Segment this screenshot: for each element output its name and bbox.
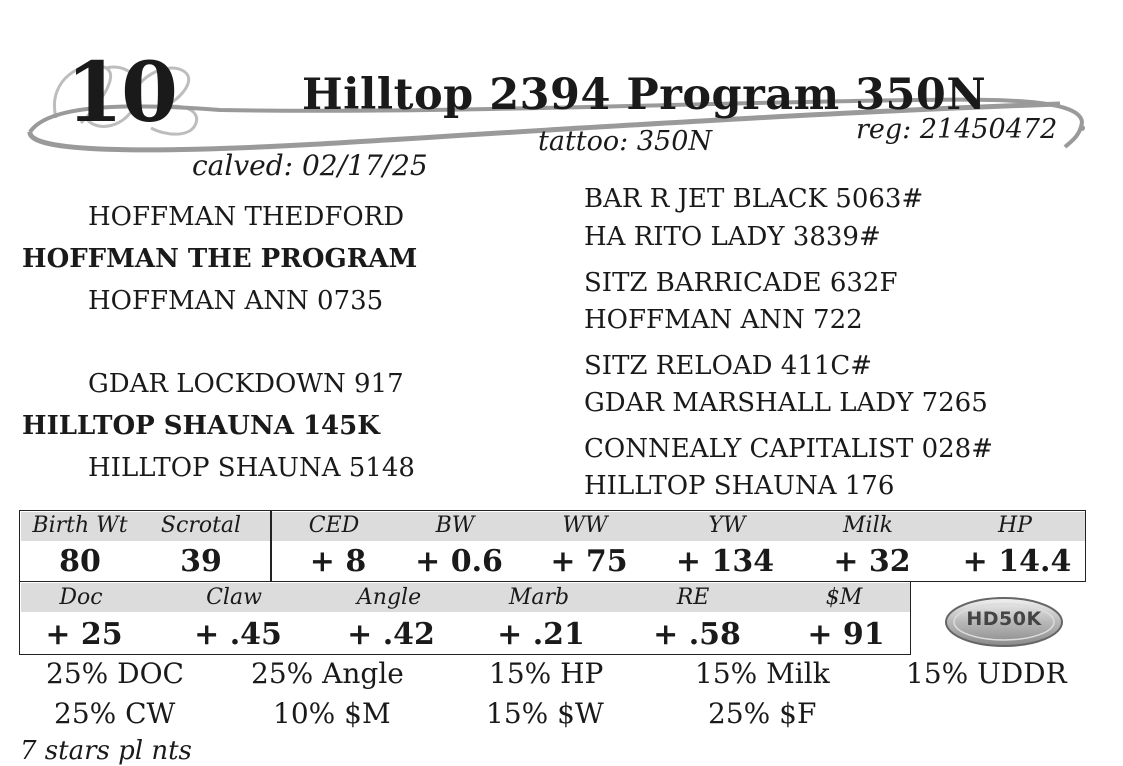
index-item: 25% Angle bbox=[251, 657, 404, 690]
epd-label: Milk bbox=[843, 513, 893, 538]
epd-value: + 25 bbox=[45, 617, 123, 652]
dam-dam: HILLTOP SHAUNA 5148 bbox=[88, 453, 415, 483]
index-item: 25% DOC bbox=[46, 657, 184, 690]
actual-value: 39 bbox=[180, 544, 222, 579]
epd-label: Claw bbox=[206, 585, 262, 610]
animal-name: Hilltop 2394 Program 350N bbox=[302, 70, 987, 120]
dam-sire: GDAR LOCKDOWN 917 bbox=[88, 369, 404, 399]
registration-number: reg: 21450472 bbox=[856, 114, 1058, 145]
actual-label: Birth Wt bbox=[32, 513, 128, 538]
epd-label: Angle bbox=[356, 585, 422, 610]
index-item: 10% $M bbox=[273, 697, 391, 730]
pedigree-right-line: HOFFMAN ANN 722 bbox=[584, 305, 863, 335]
pedigree-right-line: HILLTOP SHAUNA 176 bbox=[584, 471, 895, 501]
index-item: 15% $W bbox=[486, 697, 604, 730]
epd-value: + .45 bbox=[194, 617, 282, 652]
epd-value: + 91 bbox=[807, 617, 885, 652]
epd-value: + 14.4 bbox=[962, 544, 1072, 579]
pedigree-right-line: SITZ RELOAD 411C# bbox=[584, 351, 873, 381]
footer-cut-text: 7 stars pl nts bbox=[20, 736, 192, 766]
tattoo: tattoo: 350N bbox=[538, 126, 712, 157]
index-item: 15% HP bbox=[489, 657, 604, 690]
epd-value: + 75 bbox=[550, 544, 628, 579]
epd-label: Marb bbox=[508, 585, 570, 610]
epd-value: + 0.6 bbox=[415, 544, 503, 579]
actual-value: 80 bbox=[59, 544, 101, 579]
dam: HILLTOP SHAUNA 145K bbox=[22, 411, 380, 441]
epd-value: + .58 bbox=[653, 617, 741, 652]
epd-value: + 32 bbox=[833, 544, 911, 579]
pedigree-right-line: GDAR MARSHALL LADY 7265 bbox=[584, 388, 988, 418]
lot-number: 10 bbox=[66, 45, 177, 141]
badge-text: HD50K bbox=[966, 608, 1042, 630]
pedigree-right-line: BAR R JET BLACK 5063# bbox=[584, 184, 924, 214]
sire-dam: HOFFMAN ANN 0735 bbox=[88, 286, 384, 316]
epd-label: Doc bbox=[59, 585, 103, 610]
pedigree-right-line: HA RITO LADY 3839# bbox=[584, 222, 881, 252]
pedigree-right-line: SITZ BARRICADE 632F bbox=[584, 268, 898, 298]
pedigree-right-line: CONNEALY CAPITALIST 028# bbox=[584, 434, 993, 464]
epd-label: HP bbox=[998, 513, 1032, 538]
epd-value: + .21 bbox=[497, 617, 585, 652]
epd-label: YW bbox=[708, 513, 746, 538]
actual-label: Scrotal bbox=[160, 513, 242, 538]
epd-value: + .42 bbox=[347, 617, 435, 652]
index-item: 15% UDDR bbox=[906, 657, 1067, 690]
epd-value: + 134 bbox=[675, 544, 775, 579]
epd-label: WW bbox=[562, 513, 608, 538]
epd-value: + 8 bbox=[309, 544, 367, 579]
epd-label: BW bbox=[435, 513, 475, 538]
index-item: 25% $F bbox=[708, 697, 817, 730]
epd-header-band bbox=[21, 583, 910, 612]
epd-label: $M bbox=[825, 585, 863, 610]
epd-label: CED bbox=[308, 513, 360, 538]
index-item: 25% CW bbox=[54, 697, 176, 730]
calved-date: calved: 02/17/25 bbox=[192, 149, 428, 182]
table-divider bbox=[270, 510, 272, 582]
sire-sire: HOFFMAN THEDFORD bbox=[88, 202, 405, 232]
index-item: 15% Milk bbox=[695, 657, 830, 690]
sire: HOFFMAN THE PROGRAM bbox=[22, 244, 418, 274]
epd-label: RE bbox=[676, 585, 710, 610]
